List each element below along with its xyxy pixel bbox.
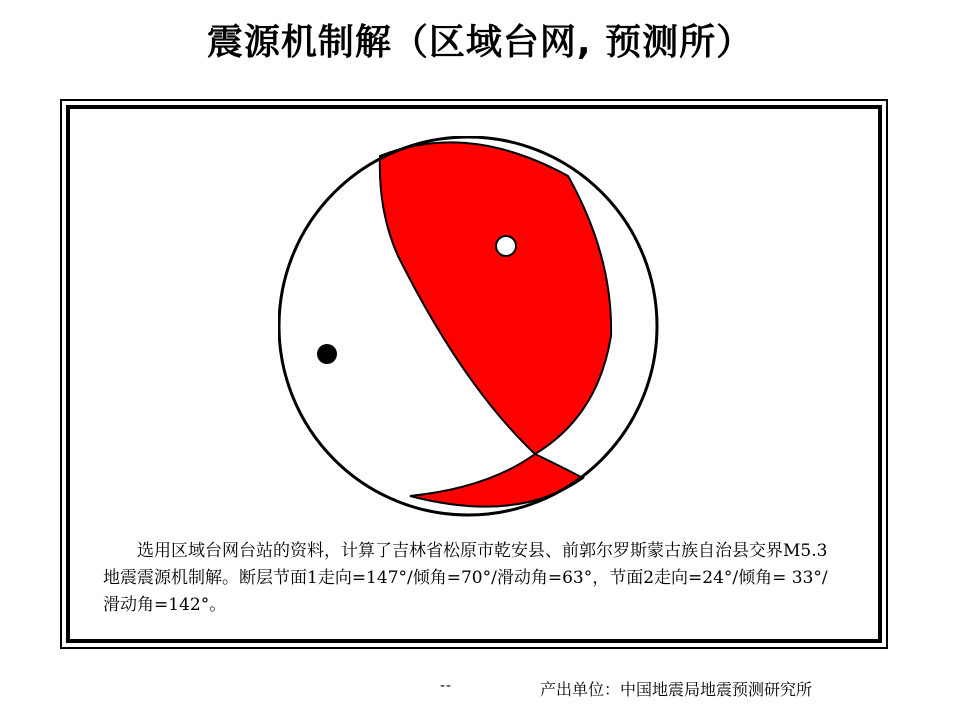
t-axis-marker <box>317 344 337 364</box>
producer-credit: 产出单位：中国地震局地震预测研究所 <box>540 680 813 699</box>
page-title: 震源机制解（区域台网, 预测所） <box>206 22 754 63</box>
focal-mechanism-beachball <box>278 136 678 536</box>
mechanism-caption <box>103 538 833 619</box>
p-axis-marker <box>496 236 516 256</box>
caption-text: 选用区域台网台站的资料，计算了吉林省松原市乾安县、前郭尔罗斯蒙古族自治县交界M5.3地震震源机制解。断层节面1走向=147°/倾角=70°/滑动角=63°，节面2走向=24°/倾角= 33°/滑动角=142°。 <box>103 541 828 615</box>
page-mark: -- <box>440 678 453 694</box>
